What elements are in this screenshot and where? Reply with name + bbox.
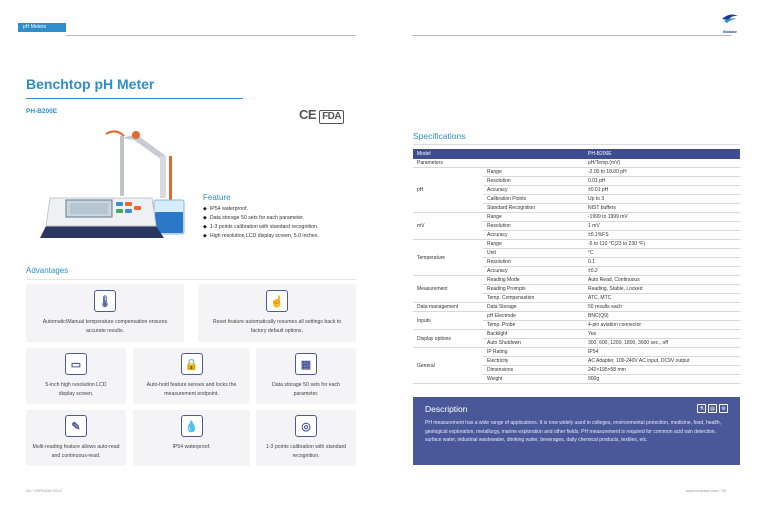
edit-note-icon: ✎	[65, 415, 87, 437]
advantage-text: Automatic/Manual temperature compensation ensures accurate results.	[42, 319, 168, 334]
feature-item: ◆ IP54 waterproof.	[203, 205, 319, 214]
spec-parameter: Temp. Compensation	[483, 294, 584, 303]
description-heading: Description	[425, 404, 468, 414]
footer-left: 26 / VERSION 2022	[26, 488, 62, 493]
spec-parameter: Accuracy	[483, 186, 584, 195]
spec-parameter: Accuracy	[483, 267, 584, 276]
flask-icon: ⚗	[697, 404, 706, 413]
spec-value: 0.01 pH	[584, 177, 740, 186]
spec-value: pH/Temp.(mV)	[584, 159, 740, 168]
header-divider	[66, 35, 356, 36]
brand-logo	[716, 10, 744, 36]
spec-value: °C	[584, 249, 740, 258]
description-icons	[697, 404, 728, 413]
spec-parameter: Electricity	[483, 357, 584, 366]
spec-parameter: Weight	[483, 375, 584, 384]
spec-value: -1999 to 1999 mV	[584, 213, 740, 222]
spec-value: 900g	[584, 375, 740, 384]
title-underline	[26, 98, 243, 99]
thermometer-hand-icon: 🌡	[94, 290, 116, 312]
spec-parameter: Reading Mode	[483, 276, 584, 285]
calendar-storage-icon: ▦	[295, 353, 317, 375]
advantage-card	[256, 348, 356, 404]
table-header-cell: PH-B200E	[584, 149, 740, 159]
spec-value: IP54	[584, 348, 740, 357]
spec-parameter: Temp. Probe	[483, 321, 584, 330]
advantage-card	[26, 348, 126, 404]
spec-category: Data management	[413, 303, 483, 312]
feature-item: ◆ Data storage 50 sets for each parameter.	[203, 214, 319, 223]
specifications-heading: Specifications	[413, 131, 466, 141]
spec-value: Yes	[584, 330, 740, 339]
feature-heading: Feature	[203, 193, 231, 202]
spec-value: 50 results each	[584, 303, 740, 312]
table-row	[413, 330, 740, 339]
spec-parameter: Range	[483, 213, 584, 222]
spec-value: -5 to 110 °C(23 to 230 °F)	[584, 240, 740, 249]
table-row	[413, 159, 740, 168]
spec-parameter: IP Rating	[483, 348, 584, 357]
advantage-text: Auto-hold feature senses and locks the measurement endpoint.	[146, 382, 237, 397]
water-drop-icon: 💧	[181, 415, 203, 437]
table-row	[413, 240, 740, 249]
advantage-card	[133, 348, 250, 404]
spec-parameter: Resolution	[483, 177, 584, 186]
specifications-table	[413, 149, 740, 384]
advantage-text: Reset feature automatically resumes all settings back to factory default options.	[212, 319, 342, 334]
spec-category: pH	[413, 168, 483, 213]
spec-value: Reading, Stable, Locked	[584, 285, 740, 294]
product-image	[36, 126, 206, 246]
specifications-divider	[413, 144, 740, 145]
spec-category: mV	[413, 213, 483, 240]
description-text: PH measurement has a wide range of applications. It is now widely used in colleges, environmental protection, medicine, food, health, geological exploration, metallurgy, marine exploration and other fields. PH measurement is required for common acid rain detection, surface water, industrial wastewater, drinking water, beverages, daily chemical products, textiles, etc.	[425, 420, 721, 444]
table-row	[413, 312, 740, 321]
feature-list	[203, 205, 319, 241]
advantage-card	[26, 284, 184, 342]
spec-parameter: Calibration Points	[483, 195, 584, 204]
spec-parameter: Unit	[483, 249, 584, 258]
advantage-text: Multi-reading feature allows auto-read and continuous-read.	[32, 444, 120, 459]
advantage-card	[256, 410, 356, 466]
advantage-text: Data storage 50 sets for each parameter.	[271, 382, 341, 397]
spec-value: ±0.1%FS	[584, 231, 740, 240]
touch-reset-icon: ☝	[266, 290, 288, 312]
spec-parameter: Data Storage	[483, 303, 584, 312]
spec-value: NIST buffers	[584, 204, 740, 213]
chart-icon: ▤	[708, 404, 717, 413]
fda-mark: FDA	[319, 110, 344, 124]
spec-parameter: Resolution	[483, 222, 584, 231]
spec-category: Measurement	[413, 276, 483, 303]
spec-parameter: Backlight	[483, 330, 584, 339]
table-row	[413, 168, 740, 177]
table-row	[413, 213, 740, 222]
monitor-icon: ▭	[65, 353, 87, 375]
table-row	[413, 303, 740, 312]
feature-item: ◆ 1-3 points calibration with standard recognition.	[203, 223, 319, 232]
spec-value: -2.00 to 18.00 pH	[584, 168, 740, 177]
spec-category: Display options	[413, 330, 483, 348]
table-row	[413, 276, 740, 285]
spec-value: ATC, MTC	[584, 294, 740, 303]
spec-category: General	[413, 348, 483, 384]
spec-parameter: Auto Shutdown	[483, 339, 584, 348]
table-header-row	[413, 149, 740, 159]
logo-mark-icon	[720, 10, 740, 24]
spec-parameter: pH Electrode	[483, 312, 584, 321]
footer-right: www.biobase.com / 30	[686, 488, 727, 493]
spec-value: 4-pin aviation connector	[584, 321, 740, 330]
spec-parameter: Standard Recognition	[483, 204, 584, 213]
certification-marks	[296, 107, 344, 124]
spec-value: Up to 3	[584, 195, 740, 204]
section-tag: pH Meters	[18, 23, 66, 32]
spec-category: Inputs	[413, 312, 483, 330]
advantage-card	[198, 284, 356, 342]
feature-item: ◆ High resolution LCD display screen, 5.0 inches.	[203, 232, 319, 241]
advantage-card	[26, 410, 126, 466]
header-divider-right	[412, 35, 732, 36]
logo-text: Biobase	[723, 30, 737, 34]
spec-value: 0.1	[584, 258, 740, 267]
table-row	[413, 348, 740, 357]
advantage-text: IP54 waterproof.	[172, 444, 211, 450]
settings-icon: ⚙	[719, 404, 728, 413]
spec-parameter: Range	[483, 240, 584, 249]
spec-parameter: Accuracy	[483, 231, 584, 240]
table-header-cell: Model	[413, 149, 584, 159]
target-calibration-icon: ◎	[295, 415, 317, 437]
lock-icon: 🔒	[181, 353, 203, 375]
spec-parameter: Reading Prompts	[483, 285, 584, 294]
spec-category: Parameters	[413, 159, 584, 168]
spec-value: ±0.01 pH	[584, 186, 740, 195]
spec-parameter: Resolution	[483, 258, 584, 267]
page-title: Benchtop pH Meter	[26, 76, 155, 92]
spec-category: Temperature	[413, 240, 483, 276]
spec-value: 242×195×58 mm	[584, 366, 740, 375]
advantage-text: 5-inch high resolution LCD display screen.	[45, 382, 107, 397]
spec-parameter: Dimensions	[483, 366, 584, 375]
spec-value: AC Adapter, 100-240V AC input, DC9V output	[584, 357, 740, 366]
advantages-divider	[26, 279, 356, 280]
model-number: PH-B200E	[26, 108, 58, 115]
spec-parameter: Range	[483, 168, 584, 177]
advantages-heading: Advantages	[26, 266, 69, 275]
description-panel	[413, 397, 740, 465]
spec-value: BNC(Q9)	[584, 312, 740, 321]
spec-value: Auto Read, Continuous	[584, 276, 740, 285]
spec-value: ±0.2	[584, 267, 740, 276]
spec-value: 1 mV	[584, 222, 740, 231]
ce-mark: CE	[299, 107, 317, 122]
advantage-text: 1-3 points calibration with standard recognition.	[265, 444, 347, 459]
advantage-card	[133, 410, 250, 466]
spec-value: 300, 600, 1200, 1800, 3600 sec., off	[584, 339, 740, 348]
